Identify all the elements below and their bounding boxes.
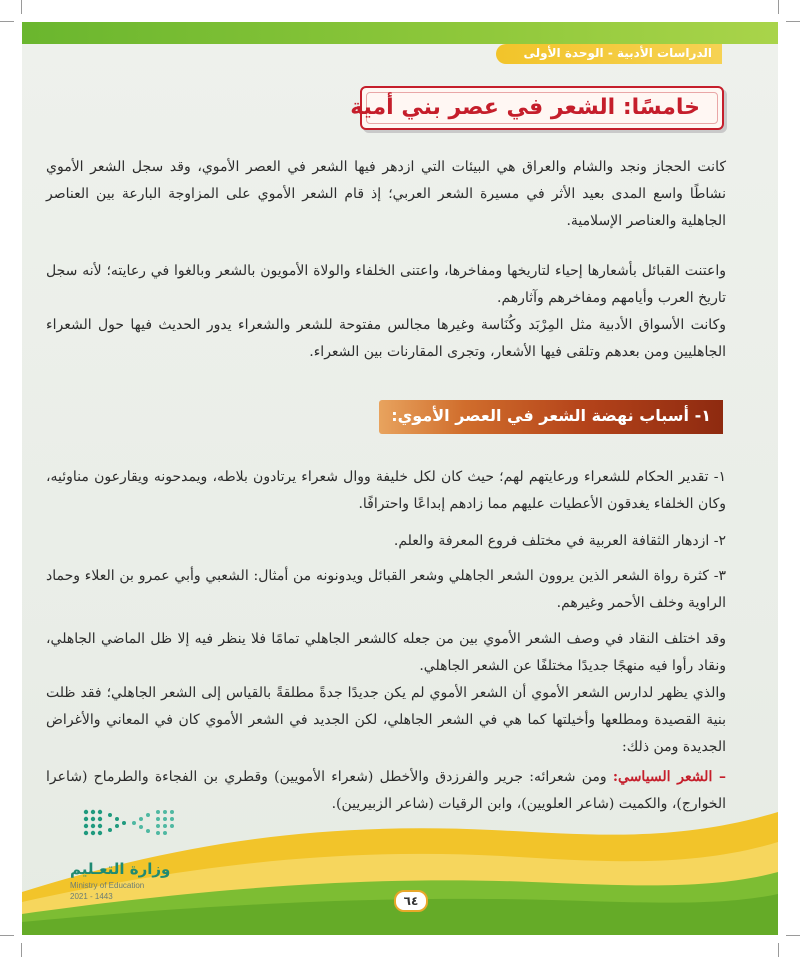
crop-mark bbox=[21, 943, 22, 957]
crop-mark bbox=[0, 935, 14, 936]
crop-mark bbox=[778, 0, 779, 14]
crop-mark bbox=[0, 21, 14, 22]
page-title: خامسًا: الشعر في عصر بني أمية bbox=[350, 95, 700, 120]
paragraph-1: كانت الحجاز ونجد والشام والعراق هي البيئات التي ازدهر فيها الشعر في العصر الأموي، وقد سجل الشعر الأموي نشاطًا واسع المدى بعيد الأثر في مسيرة الشعر العربي؛ إذ قام الشعر الأموي على المزاوجة البارعة بين العناصر الجاهلية والعناصر الإسلامية. bbox=[46, 159, 726, 229]
top-green-band bbox=[22, 22, 778, 44]
political-poetry-text: ومن شعرائه: جرير والفرزدق والأخطل (شعراء الأمويين) وقطري بن الفجاءة والطرماح (شاعرا الخوارج)، والكميت (شاعر العلويين)، وابن الرقيات (شاعر الزبيريين). bbox=[46, 769, 726, 812]
page-title-frame bbox=[350, 86, 724, 130]
ministry-name-ar: وزارة التعـليم bbox=[70, 860, 171, 878]
ministry-name-en: Ministry of Education bbox=[70, 881, 145, 890]
paragraph-5: والذي يظهر لدارس الشعر الأموي أن الشعر الأموي لم يكن جديدًا جدةً مطلقةً بالقياس إلى الشعر الجاهلي؛ فقد ظلت بنية القصيدة ومطلعها وأخيلتها كما هي في الشعر الجاهلي، لكن الجديد في الشعر الأموي كان في المعاني والأغراض الجديدة ومن ذلك: bbox=[46, 685, 726, 755]
section-tab bbox=[496, 44, 722, 64]
section-heading-bar bbox=[379, 400, 723, 434]
paragraph-2: واعتنت القبائل بأشعارها إحياء لتاريخها ومفاخرها، واعتنى الخلفاء والولاة الأمويون بالشعر وبالغوا في رعايته؛ لأنه سجل تاريخ العرب وأيامهم ومفاخرهم وآثارهم. bbox=[46, 263, 726, 306]
section-tab-label: الدراسات الأدبية - الوحدة الأولى bbox=[523, 46, 712, 60]
paragraph-3: وكانت الأسواق الأدبية مثل المِرْبَد وكُنَاسة وغيرها مجالس مفتوحة للشعر والشعراء يدور الحديث فيها حول الشعراء الجاهليين ومن بعدهم وتلقى فيها الأشعار، وتجرى المقارنات بين الشعراء. bbox=[46, 317, 726, 360]
crop-mark bbox=[778, 943, 779, 957]
section-heading: ١- أسباب نهضة الشعر في العصر الأموي: bbox=[391, 406, 711, 425]
textbook-page bbox=[22, 22, 778, 935]
crop-mark bbox=[21, 0, 22, 14]
list-item-3: ٣- كثرة رواة الشعر الذين يروون الشعر الجاهلي وشعر القبائل ويدونونه من أمثال: الشعبي وأبي عمرو بن العلاء وحماد الراوية وخلف الأحمر وغيرهم. bbox=[46, 568, 726, 611]
ministry-logo-dots bbox=[80, 806, 180, 840]
bottom-decoration bbox=[22, 782, 778, 935]
political-poetry-label: – الشعر السياسي: bbox=[612, 769, 726, 785]
page-number: ٦٤ bbox=[394, 890, 428, 912]
edition-year: 2021 - 1443 bbox=[70, 892, 113, 901]
paragraph-4: وقد اختلف النقاد في وصف الشعر الأموي بين من جعله كالشعر الجاهلي تمامًا فلا ينظر فيه إلا ظل الماضي الجاهلي، ونقاد رأوا فيه منهجًا جديدًا مختلفًا عن الشعر الجاهلي. bbox=[46, 631, 726, 674]
crop-mark bbox=[786, 935, 800, 936]
crop-mark bbox=[786, 21, 800, 22]
list-item-2: ٢- ازدهار الثقافة العربية في مختلف فروع المعرفة والعلم. bbox=[393, 533, 726, 549]
list-item-1: ١- تقدير الحكام للشعراء ورعايتهم لهم؛ حيث كان لكل خليفة ووال شعراء يرتادون بلاطه، ويمدحونه ويقارعون مناوئيه، وكان الخلفاء يغدقون الأعطيات عليهم مما زادهم إبداعًا واحترافًا. bbox=[46, 469, 726, 512]
